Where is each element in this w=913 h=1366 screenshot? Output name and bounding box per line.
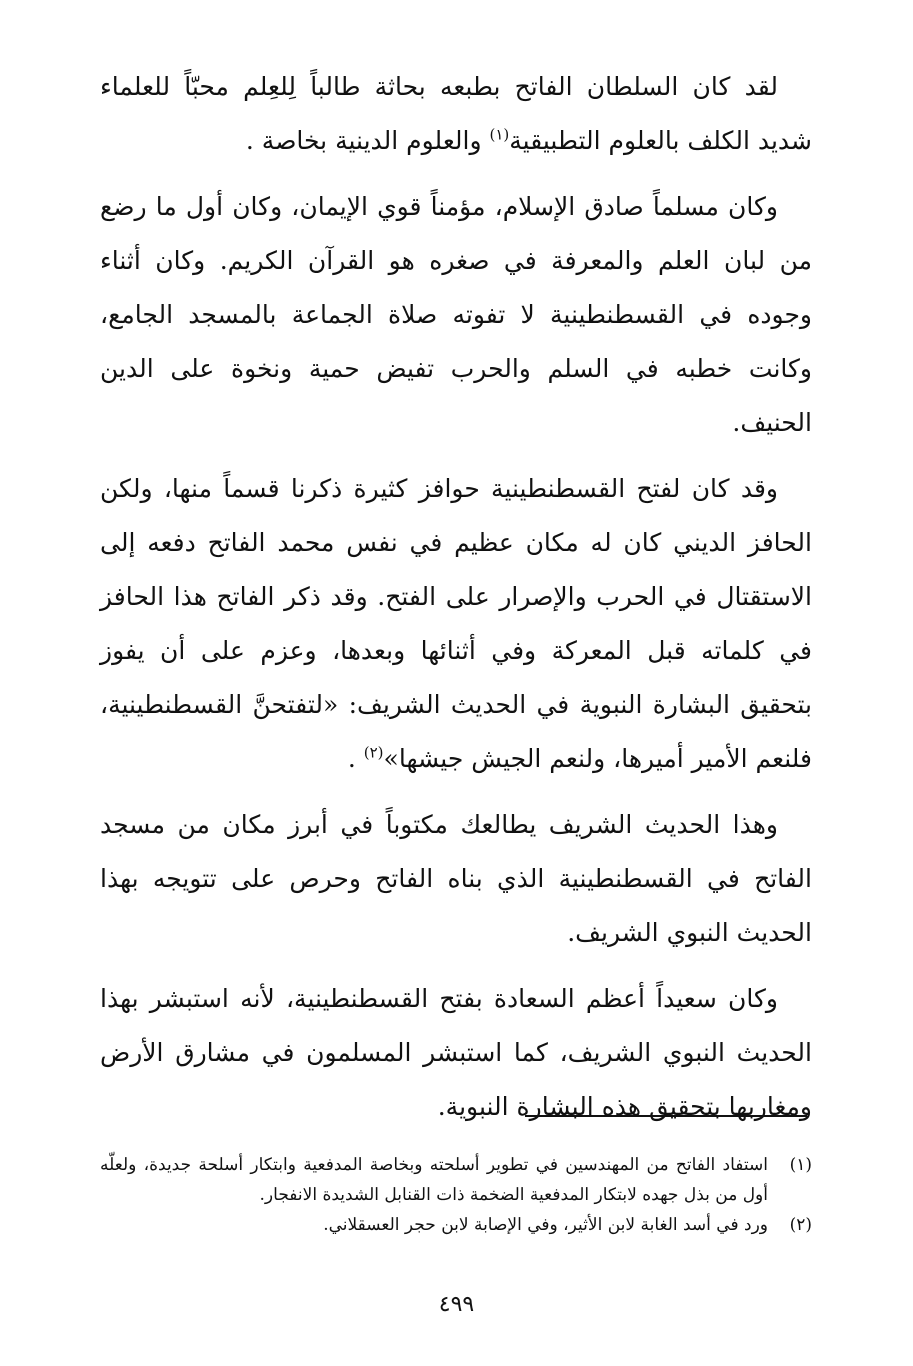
footnote-1 (100, 1150, 812, 1210)
paragraph-1-text-end: والعلوم الدينية بخاصة . (245, 126, 490, 155)
paragraph-4: وهذا الحديث الشريف يطالعك مكتوباً في أبرز مكان من مسجد الفاتح في القسطنطينية الذي بناه الفاتح وحرص على تتويجه بهذا الحديث النبوي الشريف. (100, 810, 812, 947)
footnote-ref-1[interactable]: (١) (489, 125, 510, 144)
paragraph-1 (100, 60, 812, 168)
footnote-2 (100, 1210, 812, 1240)
footnote-ref-2[interactable]: (٢) (363, 743, 384, 762)
page-number: ٤٩٩ (438, 1292, 475, 1317)
footnotes (100, 1150, 812, 1240)
footnote-1-text: استفاد الفاتح من المهندسين في تطوير أسلحته وبخاصة المدفعية وابتكار أسلحة جديدة، ولعلّه أول من بذل جهده لابتكار المدفعية الضخمة ذات القنابل الشديدة الانفجار. (100, 1155, 768, 1205)
page-body (100, 60, 812, 1146)
footnote-divider (525, 1115, 807, 1117)
footnote-2-number: (٢) (789, 1215, 812, 1235)
footnote-2-text: ورد في أسد الغابة لابن الأثير، وفي الإصابة لابن حجر العسقلاني. (323, 1215, 768, 1235)
paragraph-3-text: وقد كان لفتح القسطنطينية حوافز كثيرة ذكرنا قسماً منها، ولكن الحافز الديني كان له مكان عظيم في نفس محمد الفاتح دفعه إلى الاستقتال في الحرب والإصرار على الفتح. وقد ذكر الفاتح هذا الحافز في كلماته قبل المعركة وفي أثنائها وبعدها، وعزم على أن يفوز بتحقيق البشارة النبوية في الحديث الشريف: «لتفتحنَّ القسطنطينية، فلنعم الأمير أميرها، ولنعم الجيش جيشها» (100, 474, 812, 773)
paragraph-3-text-end: . (347, 744, 364, 773)
paragraph-3 (100, 462, 812, 786)
paragraph-1-text: لقد كان السلطان الفاتح بطبعه بحاثة طالباً لِلعِلم محبّاً للعلماء شديد الكلف بالعلوم التطبيقية (100, 72, 812, 155)
footnote-1-number: (١) (789, 1155, 812, 1175)
paragraph-2: وكان مسلماً صادق الإسلام، مؤمناً قوي الإيمان، وكان أول ما رضع من لبان العلم والمعرفة في صغره هو القرآن الكريم. وكان أثناء وجوده في القسطنطينية لا تفوته صلاة الجماعة بالمسجد الجامع، وكانت خطبه في السلم والحرب تفيض حمية ونخوة على الدين الحنيف. (100, 192, 812, 437)
main-text (100, 60, 812, 1134)
paragraph-5: وكان سعيداً أعظم السعادة بفتح القسطنطينية، لأنه استبشر بهذا الحديث النبوي الشريف، كما استبشر المسلمون في مشارق الأرض ومغاربها بتحقيق هذه البشارة النبوية. (100, 984, 812, 1121)
